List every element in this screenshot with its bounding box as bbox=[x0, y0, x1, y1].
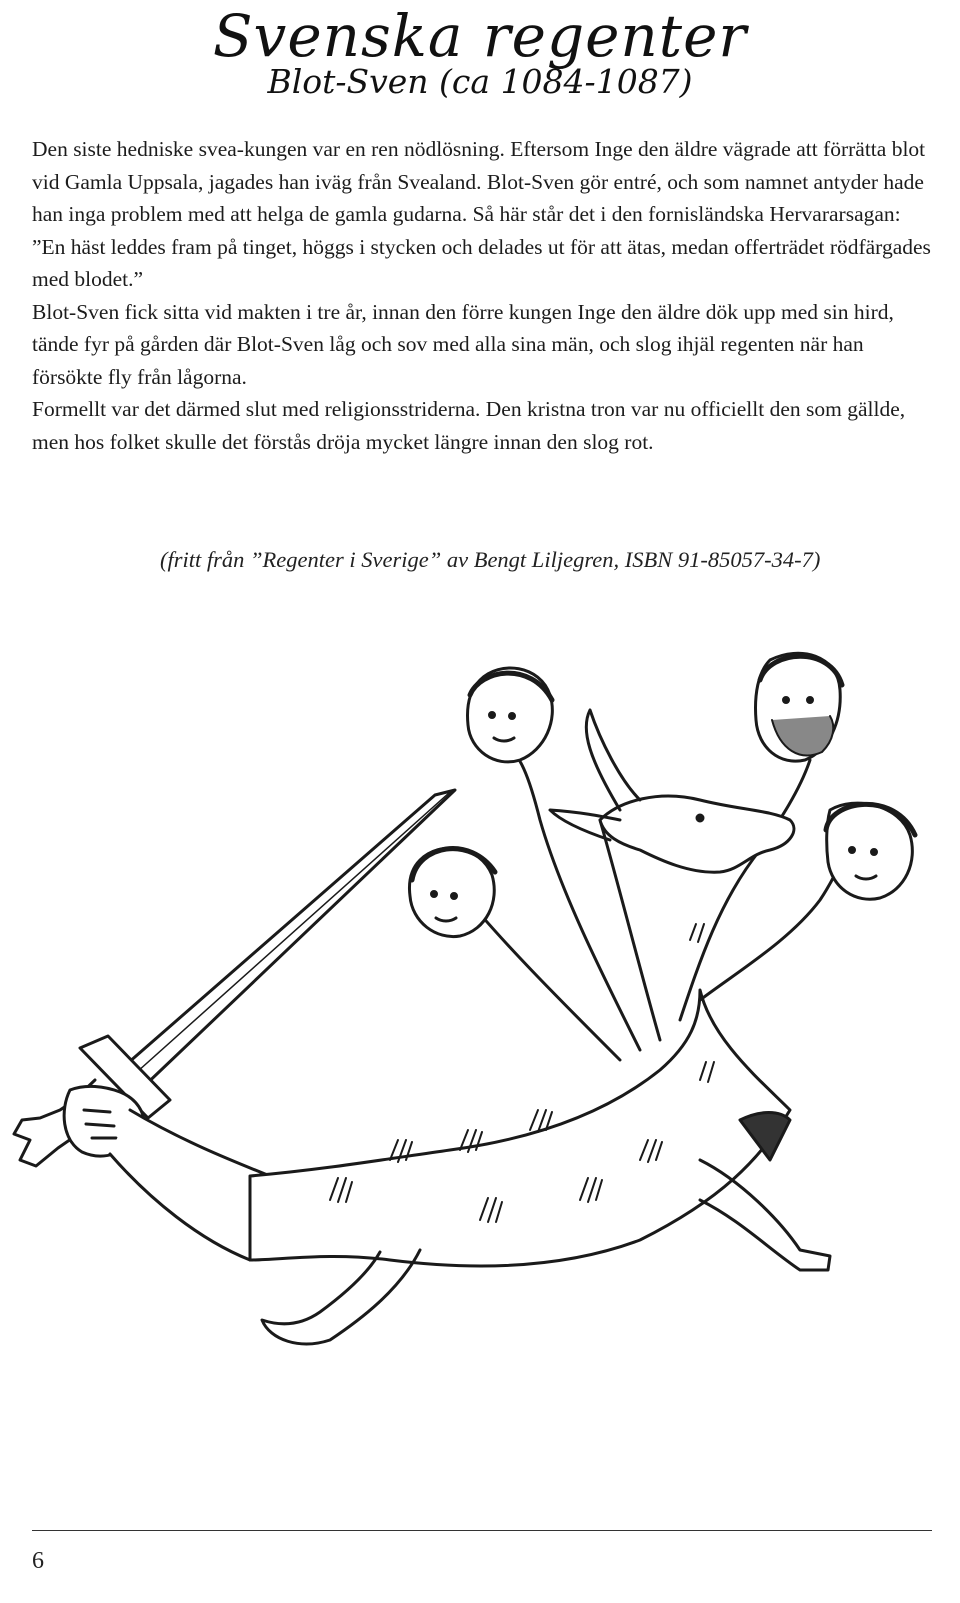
body-text bbox=[32, 133, 932, 458]
page-number: 6 bbox=[32, 1548, 44, 1574]
page-title: Svenska regenter bbox=[212, 2, 748, 70]
paragraph-2: Blot-Sven fick sitta vid makten i tre år, innan den förre kungen Inge den äldre dök upp med sin hird, tände fyr på gården där Blot-Sven låg och sov med alla sina män, och slog ihjäl regenten när han försökte fly från lågorna. bbox=[32, 299, 894, 389]
page-subtitle: Blot-Sven (ca 1084-1087) bbox=[267, 62, 693, 101]
footer-divider bbox=[32, 1530, 932, 1531]
paragraph-3: Formellt var det därmed slut med religionsstriderna. Den kristna tron var nu officiellt den som gällde, men hos folket skulle det förstås dröja mycket längre innan den slog rot. bbox=[32, 397, 906, 454]
hydra-beast-illustration bbox=[0, 640, 960, 1360]
paragraph-1: Den siste hedniske svea-kungen var en ren nödlösning. Eftersom Inge den äldre vägrade att förrätta blot vid Gamla Uppsala, jagades han iväg från Svealand. Blot-Sven gör entré, och som namnet antyder hade han inga problem med att helga de gamla gudarna. Så här står det i den fornisländska Hervararsagan: ”En häst leddes fram på tinget, höggs i stycken och delades ut för att ätas, medan offerträdet rödfärgades med blodet.” bbox=[32, 137, 931, 291]
citation: (fritt från ”Regenter i Sverige” av Bengt Liljegren, ISBN 91-85057-34-7) bbox=[160, 547, 821, 572]
